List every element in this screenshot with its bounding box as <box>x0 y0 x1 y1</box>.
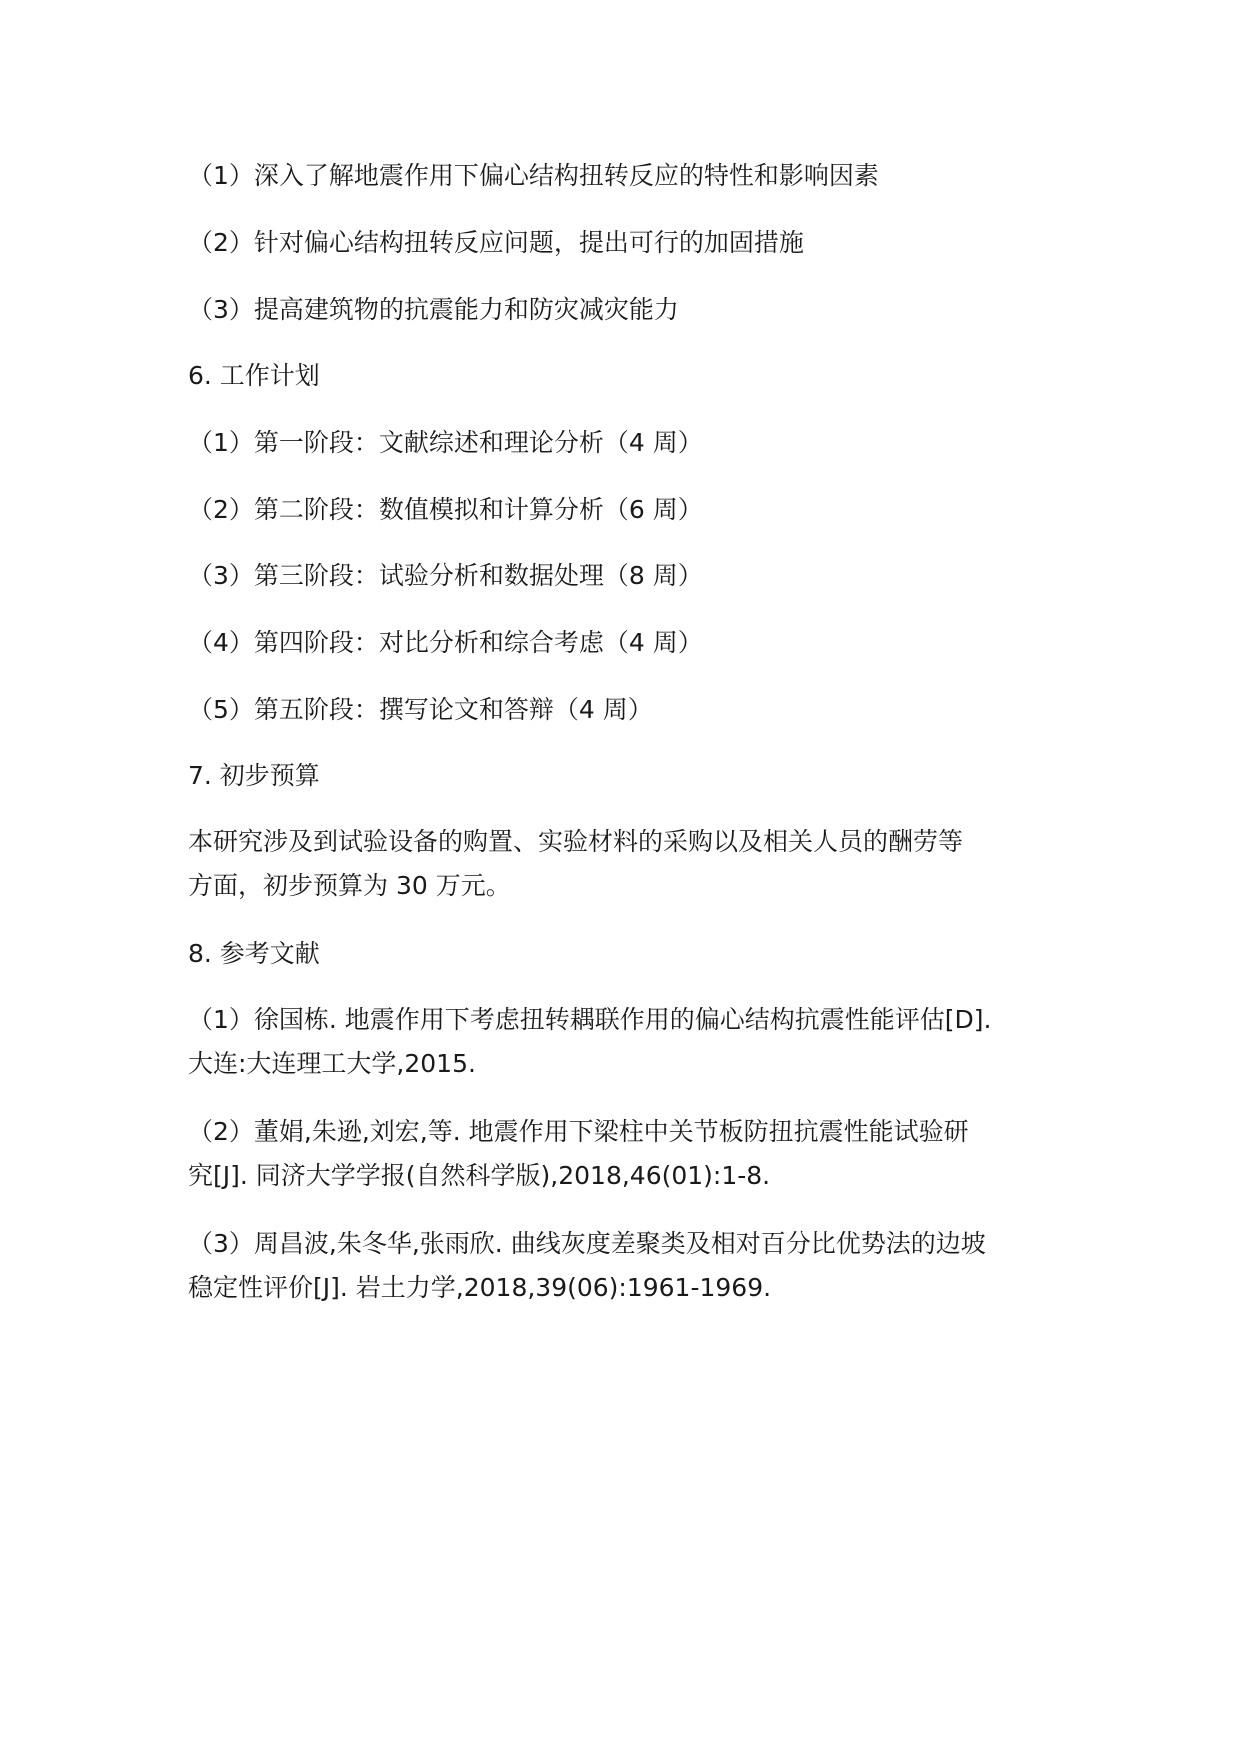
budget-line-2: 方面，初步预算为 30 万元。 <box>188 871 511 900</box>
reference-item-2 <box>188 1110 1068 1198</box>
reference-1-line-1: （1）徐国栋. 地震作用下考虑扭转耦联作用的偏心结构抗震性能评估[D]. <box>188 1005 992 1034</box>
work-plan-item-3: （3）第三阶段：试验分析和数据处理（8 周） <box>188 561 703 590</box>
reference-2-line-1: （2）董娟,朱逊,刘宏,等. 地震作用下梁柱中关节板防扭抗震性能试验研 <box>188 1117 969 1146</box>
goal-item-3: （3）提高建筑物的抗震能力和防灾减灾能力 <box>188 295 679 324</box>
budget-line-1: 本研究涉及到试验设备的购置、实验材料的采购以及相关人员的酬劳等 <box>188 827 964 856</box>
reference-1-line-2: 大连:大连理工大学,2015. <box>188 1049 476 1078</box>
work-plan-item-4: （4）第四阶段：对比分析和综合考虑（4 周） <box>188 628 703 657</box>
work-plan-item-5: （5）第五阶段：撰写论文和答辩（4 周） <box>188 695 653 724</box>
budget-paragraph <box>188 820 1068 908</box>
goal-item-2: （2）针对偏心结构扭转反应问题，提出可行的加固措施 <box>188 228 804 257</box>
reference-3-line-2: 稳定性评价[J]. 岩土力学,2018,39(06):1961-1969. <box>188 1273 772 1302</box>
goal-item-1: （1）深入了解地震作用下偏心结构扭转反应的特性和影响因素 <box>188 161 879 190</box>
reference-2-line-2: 究[J]. 同济大学学报(自然科学版),2018,46(01):1-8. <box>188 1161 771 1190</box>
budget-heading: 7. 初步预算 <box>188 761 320 790</box>
work-plan-item-2: （2）第二阶段：数值模拟和计算分析（6 周） <box>188 495 703 524</box>
reference-3-line-1: （3）周昌波,朱冬华,张雨欣. 曲线灰度差聚类及相对百分比优势法的边坡 <box>188 1229 986 1258</box>
work-plan-heading: 6. 工作计划 <box>188 361 320 390</box>
references-heading: 8. 参考文献 <box>188 939 320 968</box>
work-plan-item-1: （1）第一阶段：文献综述和理论分析（4 周） <box>188 428 703 457</box>
reference-item-1 <box>188 998 1068 1086</box>
reference-item-3 <box>188 1222 1068 1310</box>
